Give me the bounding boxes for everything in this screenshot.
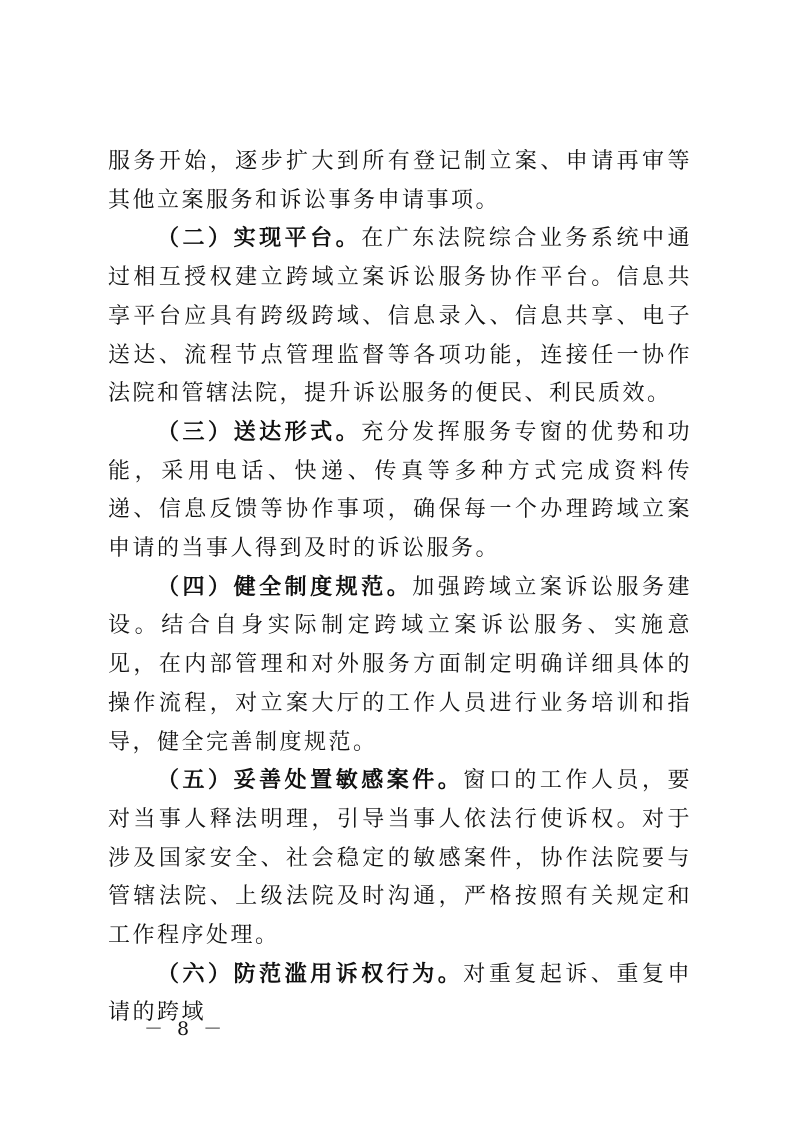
paragraph-system: [108, 569, 692, 763]
paragraph-text: 在广东法院综合业务系统中通过相互授权建立跨域立案诉讼服务协作平台。信息共享平台应具有跨级跨域、信息录入、信息共享、电子送达、流程节点管理监督等各项功能，连接任一协作法院和管辖法院，提升诉讼服务的便民、利民质效。: [108, 226, 692, 407]
paragraph-continuation: [108, 143, 692, 220]
section-heading: （四）健全制度规范。: [157, 574, 413, 600]
paragraph-delivery: [108, 414, 692, 569]
paragraph-sensitive-cases: [108, 762, 692, 956]
paragraph-text: 充分发挥服务专窗的优势和功能，采用电话、快递、传真等多种方式完成资料传递、信息反馈等协作事项，确保每一个办理跨域立案申请的当事人得到及时的诉讼服务。: [108, 419, 692, 562]
paragraph-text: 对重复起诉、重复申请的跨域: [108, 961, 692, 1026]
section-heading: （三）送达形式。: [157, 419, 362, 445]
paragraph-platform: [108, 220, 692, 414]
paragraph-text: 服务开始，逐步扩大到所有登记制立案、申请再审等其他立案服务和诉讼事务申请事项。: [108, 149, 692, 213]
paragraph-text: 加强跨域立案诉讼服务建设。结合自身实际制定跨域立案诉讼服务、实施意见，在内部管理和对外服务方面制定明确详细具体的操作流程，对立案大厅的工作人员进行业务培训和指导，健全完善制度规范。: [108, 574, 692, 755]
section-heading: （五）妥善处置敏感案件。: [157, 768, 464, 794]
section-heading: （二）实现平台。: [157, 226, 362, 252]
body-text: [108, 143, 692, 1033]
page-number: － 8 －: [144, 1018, 227, 1040]
paragraph-text: 窗口的工作人员，要对当事人释法明理，引导当事人依法行使诉权。对于涉及国家安全、社会稳定的敏感案件，协作法院要与管辖法院、上级法院及时沟通，严格按照有关规定和工作程序处理。: [108, 768, 692, 949]
section-heading: （六）防范滥用诉权行为。: [157, 961, 464, 987]
